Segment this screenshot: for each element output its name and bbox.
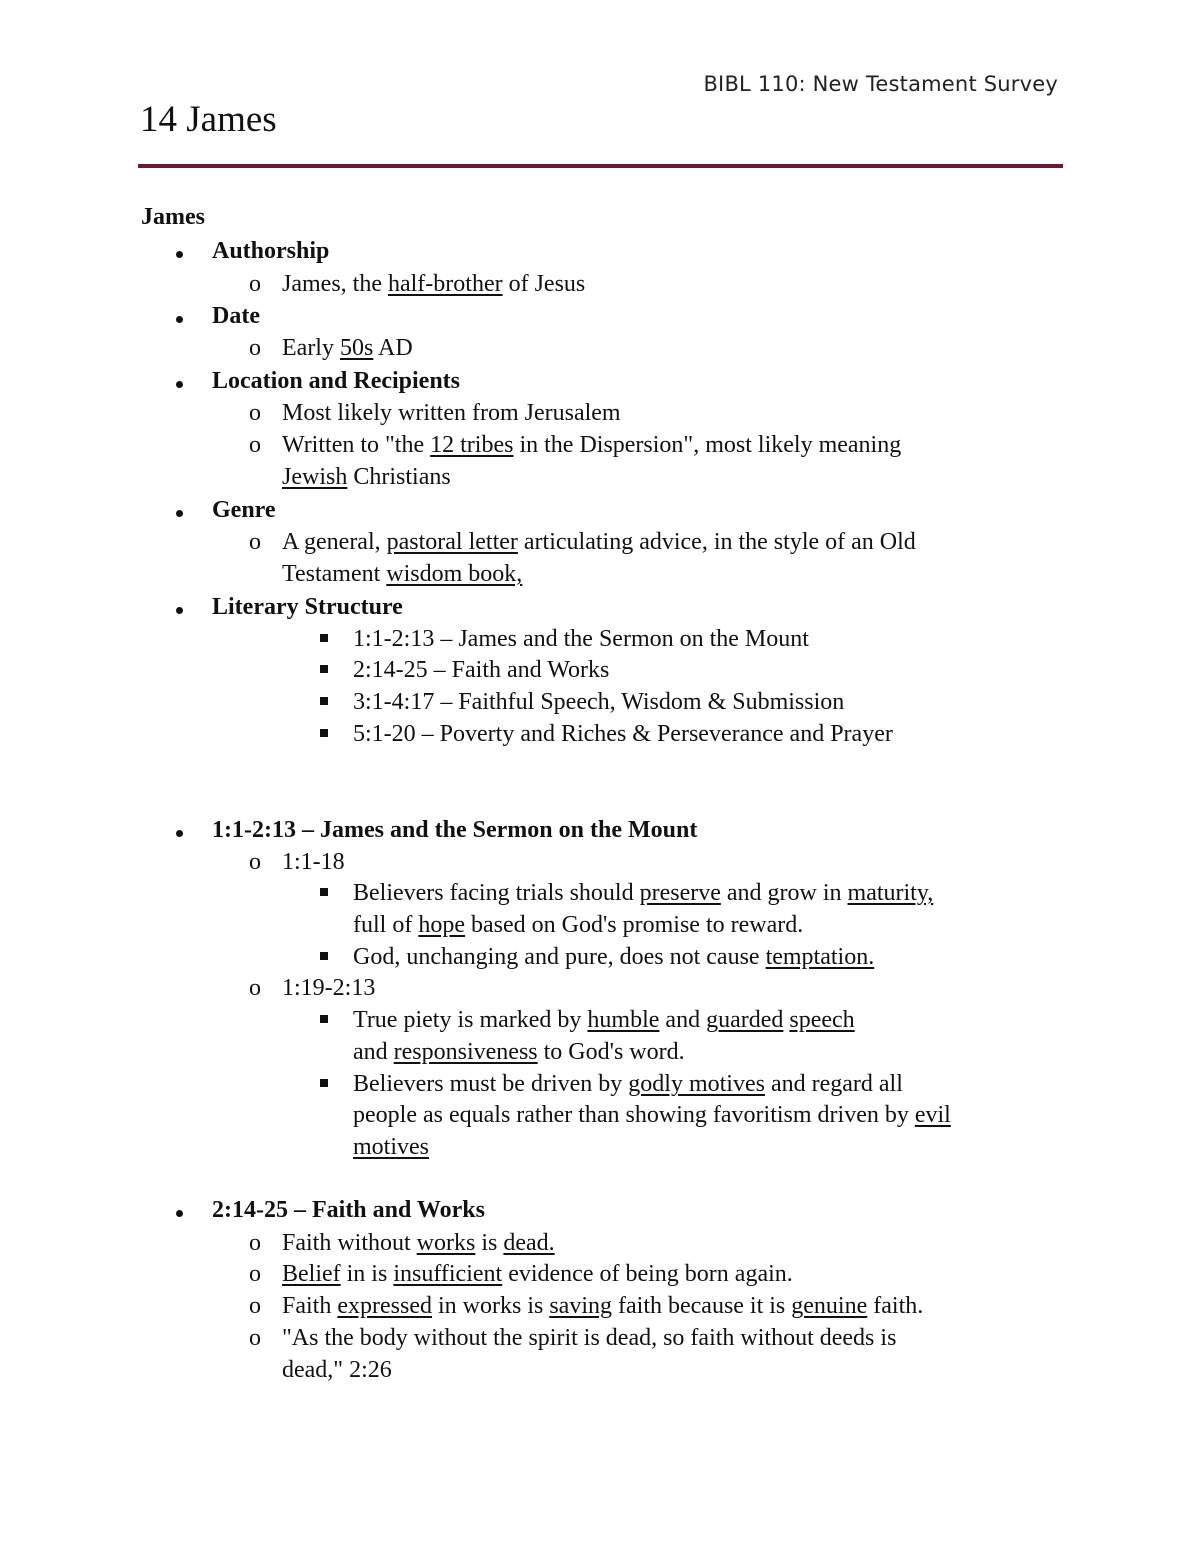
sub-bullet: o <box>249 849 261 875</box>
genre-line-1: A general, pastoral letter articulating advice, in the style of an Old <box>282 529 916 555</box>
date-line: Early 50s AD <box>282 335 413 361</box>
part2-line-2: Belief in is insufficient evidence of being born again. <box>282 1261 793 1287</box>
location-line-1: Most likely written from Jerusalem <box>282 400 621 426</box>
course-header: BIBL 110: New Testament Survey <box>703 72 1058 96</box>
square-bullet <box>320 1079 328 1087</box>
bullet-dot <box>176 316 183 323</box>
location-line-2: Written to "the 12 tribes in the Dispersion", most likely meaning <box>282 432 902 458</box>
square-bullet <box>320 729 328 737</box>
sub-bullet: o <box>249 1325 261 1351</box>
structure-item: 2:14-25 – Faith and Works <box>353 657 610 683</box>
sub-bullet: o <box>249 271 261 297</box>
part1-sub2-point-2a: Believers must be driven by godly motives and regard all <box>353 1071 903 1097</box>
part1-sub2-point-1b: and responsiveness to God's word. <box>353 1039 685 1065</box>
square-bullet <box>320 952 328 960</box>
bullet-dot <box>176 607 183 614</box>
part1-sub2-point-1a: True piety is marked by humble and guarded speech <box>353 1007 855 1033</box>
square-bullet <box>320 665 328 673</box>
sub-bullet: o <box>249 1230 261 1256</box>
part2-line-3: Faith expressed in works is saving faith because it is genuine faith. <box>282 1293 924 1319</box>
bullet-dot <box>176 381 183 388</box>
part1-heading: 1:1-2:13 – James and the Sermon on the Mount <box>212 817 698 843</box>
sub-bullet: o <box>249 400 261 426</box>
part1-sub1-point-1b: full of hope based on God's promise to reward. <box>353 912 804 938</box>
genre-line-2: Testament wisdom book, <box>282 561 523 587</box>
square-bullet <box>320 697 328 705</box>
location-line-3: Jewish Christians <box>282 464 451 490</box>
structure-item: 5:1-20 – Poverty and Riches & Perseverance and Prayer <box>353 721 893 747</box>
bullet-dot <box>176 1210 183 1217</box>
part1-sub2-point-2b: people as equals rather than showing favoritism driven by evil <box>353 1102 951 1128</box>
square-bullet <box>320 1015 328 1023</box>
part2-quote-line-2: dead," 2:26 <box>282 1357 392 1383</box>
structure-label: Literary Structure <box>212 594 403 620</box>
part1-sub1-point-1a: Believers facing trials should preserve and grow in maturity, <box>353 880 934 906</box>
part2-heading: 2:14-25 – Faith and Works <box>212 1197 485 1223</box>
page-title: 14 James <box>140 99 277 140</box>
part2-quote-line-1: "As the body without the spirit is dead, so faith without deeds is <box>282 1325 897 1351</box>
sub-bullet: o <box>249 1261 261 1287</box>
title-divider <box>138 164 1063 168</box>
genre-label: Genre <box>212 497 276 523</box>
bullet-dot <box>176 830 183 837</box>
sub-bullet: o <box>249 975 261 1001</box>
sub-bullet: o <box>249 529 261 555</box>
part1-sub1-point-2: God, unchanging and pure, does not cause temptation. <box>353 944 875 970</box>
structure-item: 3:1-4:17 – Faithful Speech, Wisdom & Submission <box>353 689 845 715</box>
sub-bullet: o <box>249 335 261 361</box>
authorship-label: Authorship <box>212 238 330 264</box>
sub-bullet: o <box>249 432 261 458</box>
location-label: Location and Recipients <box>212 368 461 394</box>
authorship-line: James, the half-brother of Jesus <box>282 271 586 297</box>
square-bullet <box>320 888 328 896</box>
bullet-dot <box>176 251 183 258</box>
section-heading: James <box>141 204 205 230</box>
part1-sub1-label: 1:1-18 <box>282 849 345 875</box>
square-bullet <box>320 634 328 642</box>
structure-item: 1:1-2:13 – James and the Sermon on the Mount <box>353 626 809 652</box>
part1-sub2-point-2c: motives <box>353 1134 429 1160</box>
bullet-dot <box>176 510 183 517</box>
part2-line-1: Faith without works is dead. <box>282 1230 555 1256</box>
date-label: Date <box>212 303 260 329</box>
part1-sub2-label: 1:19-2:13 <box>282 975 376 1001</box>
sub-bullet: o <box>249 1293 261 1319</box>
